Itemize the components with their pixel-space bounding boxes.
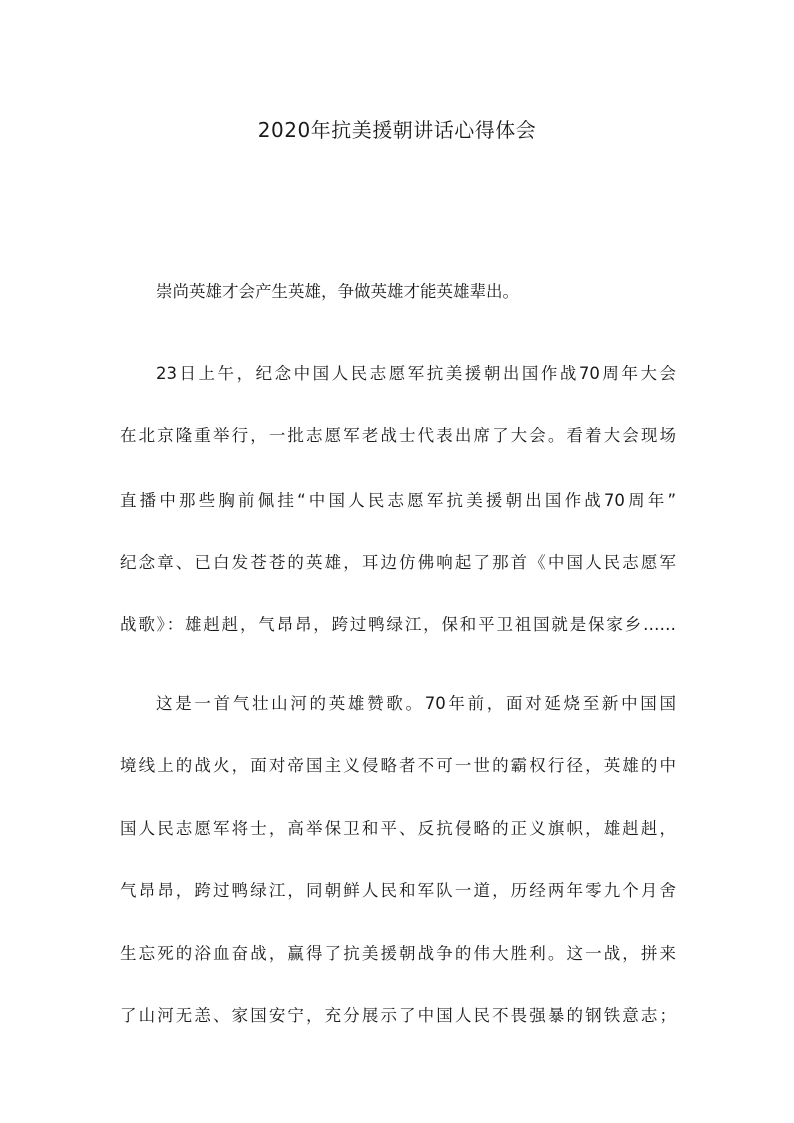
paragraph-3-line-1: 这是一首气壮山河的英雄赞歌。70年前，面对延烧至新中国国 [156,694,676,713]
paragraph-1-line-1: 崇尚英雄才会产生英雄，争做英雄才能英雄辈出。 [156,282,519,301]
paragraph-3-line-5: 生忘死的浴血奋战，赢得了抗美援朝战争的伟大胜利。这一战，拼来 [120,944,676,963]
paragraph-2-line-3: 直播中那些胸前佩挂“中国人民志愿军抗美援朝出国作战70周年” [120,491,676,510]
paragraph-2-line-4: 纪念章、已白发苍苍的英雄，耳边仿佛响起了那首《中国人民志愿军 [120,553,676,572]
paragraph-2-line-2: 在北京隆重举行，一批志愿军老战士代表出席了大会。看着大会现场 [120,426,676,445]
paragraph-3-line-3: 国人民志愿军将士，高举保卫和平、反抗侵略的正义旗帜，雄赳赳， [120,819,676,838]
paragraph-3-line-2: 境线上的战火，面对帝国主义侵略者不可一世的霸权行径，英雄的中 [120,756,676,775]
paragraph-3-line-4: 气昂昂，跨过鸭绿江，同朝鲜人民和军队一道，历经两年零九个月舍 [120,881,676,900]
paragraph-2-line-5: 战歌》：雄赳赳，气昂昂，跨过鸭绿江，保和平卫祖国就是保家乡…… [120,615,676,634]
paragraph-2-line-1: 23日上午，纪念中国人民志愿军抗美援朝出国作战70周年大会 [156,364,676,383]
paragraph-3-line-6: 了山河无恙、家国安宁，充分展示了中国人民不畏强暴的钢铁意志； [120,1006,676,1025]
document-title: 2020年抗美援朝讲话心得体会 [257,118,537,142]
